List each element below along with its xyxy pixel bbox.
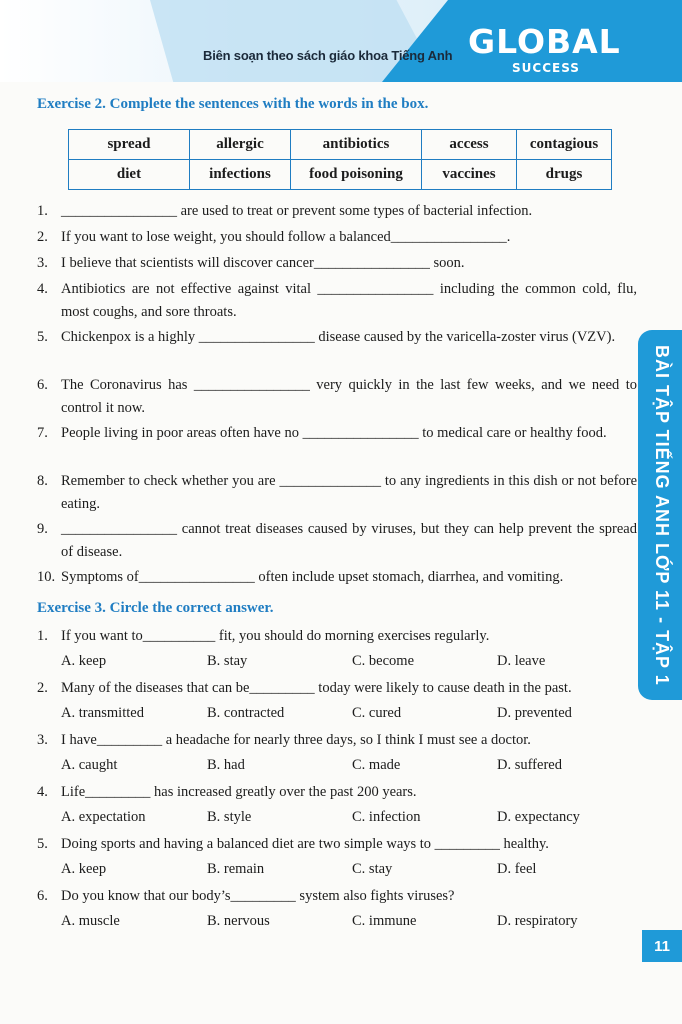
ex3-question bbox=[37, 885, 637, 908]
question-text: I have_________ a headache for nearly three days, so I think I must see a doctor. bbox=[61, 732, 531, 748]
header-subtitle: Biên soạn theo sách giáo khoa Tiếng Anh bbox=[203, 48, 453, 63]
word-box bbox=[68, 129, 612, 190]
ex2-question bbox=[37, 470, 637, 515]
question-number: 7. bbox=[37, 425, 48, 441]
question-number: 9. bbox=[37, 521, 48, 537]
question-text: If you want to__________ fit, you should do morning exercises regularly. bbox=[61, 628, 490, 644]
option-c[interactable]: C. become bbox=[352, 653, 415, 669]
word-box-cell: vaccines bbox=[422, 160, 517, 190]
brand-logo-sub: SUCCESS bbox=[512, 61, 580, 75]
word-box-row bbox=[69, 130, 612, 160]
question-text: Chickenpox is a highly ________________ disease caused by the varicella-zoster virus (VZV). bbox=[61, 329, 616, 345]
ex2-question bbox=[37, 374, 637, 419]
word-box-cell: antibiotics bbox=[291, 130, 422, 160]
option-a[interactable]: A. transmitted bbox=[61, 705, 144, 721]
option-a[interactable]: A. caught bbox=[61, 757, 118, 773]
question-text: Life_________ has increased greatly over the past 200 years. bbox=[61, 784, 417, 800]
question-number: 3. bbox=[37, 732, 48, 748]
word-box-cell: allergic bbox=[190, 130, 291, 160]
brand-logo: GLOBAL bbox=[468, 22, 621, 61]
option-c[interactable]: C. infection bbox=[352, 809, 421, 825]
word-box-cell: spread bbox=[69, 130, 190, 160]
question-text: ________________ are used to treat or prevent some types of bacterial infection. bbox=[61, 203, 533, 219]
option-a[interactable]: A. keep bbox=[61, 861, 107, 877]
option-d[interactable]: D. respiratory bbox=[497, 913, 578, 929]
option-b[interactable]: B. remain bbox=[207, 861, 265, 877]
ex2-question bbox=[37, 278, 637, 323]
side-tab-label: BÀI TẬP TIẾNG ANH LỚP 11 - TẬP 1 bbox=[652, 345, 672, 686]
exercise-2-title: Exercise 2. Complete the sentences with the words in the box. bbox=[37, 96, 429, 112]
question-text: Antibiotics are not effective against vital ________________ including the common cold, flu, most coughs, and sore throats. bbox=[61, 281, 637, 320]
question-number: 10. bbox=[37, 569, 56, 585]
ex2-question bbox=[37, 326, 637, 349]
question-text: People living in poor areas often have no ________________ to medical care or healthy food. bbox=[61, 425, 607, 441]
question-text: Many of the diseases that can be_________ today were likely to cause death in the past. bbox=[61, 680, 572, 696]
question-number: 3. bbox=[37, 255, 48, 271]
word-box-cell: food poisoning bbox=[291, 160, 422, 190]
option-d[interactable]: D. feel bbox=[497, 861, 537, 877]
option-a[interactable]: A. keep bbox=[61, 653, 107, 669]
ex2-question bbox=[37, 566, 637, 589]
word-box-cell: diet bbox=[69, 160, 190, 190]
word-box-cell: contagious bbox=[517, 130, 612, 160]
question-number: 1. bbox=[37, 628, 48, 644]
question-number: 5. bbox=[37, 329, 48, 345]
option-d[interactable]: D. suffered bbox=[497, 757, 562, 773]
option-b[interactable]: B. contracted bbox=[207, 705, 285, 721]
option-d[interactable]: D. prevented bbox=[497, 705, 572, 721]
question-text: Do you know that our body’s_________ system also fights viruses? bbox=[61, 888, 455, 904]
option-b[interactable]: B. nervous bbox=[207, 913, 270, 929]
option-d[interactable]: D. leave bbox=[497, 653, 546, 669]
exercise-3-title: Exercise 3. Circle the correct answer. bbox=[37, 600, 274, 616]
question-number: 4. bbox=[37, 784, 48, 800]
ex3-question bbox=[37, 833, 637, 856]
question-text: ________________ cannot treat diseases caused by viruses, but they can help prevent the spread of disease. bbox=[61, 521, 637, 560]
ex3-question bbox=[37, 677, 637, 700]
word-box-row bbox=[69, 160, 612, 190]
option-c[interactable]: C. cured bbox=[352, 705, 402, 721]
ex2-question bbox=[37, 226, 637, 249]
word-box-cell: access bbox=[422, 130, 517, 160]
ex2-question bbox=[37, 422, 637, 445]
question-number: 2. bbox=[37, 680, 48, 696]
option-b[interactable]: B. stay bbox=[207, 653, 248, 669]
ex2-question bbox=[37, 252, 637, 275]
word-box-cell: infections bbox=[190, 160, 291, 190]
question-text: The Coronavirus has ________________ very quickly in the last few weeks, and we need to control it now. bbox=[61, 377, 637, 416]
question-text: Doing sports and having a balanced diet are two simple ways to _________ healthy. bbox=[61, 836, 549, 852]
question-number: 6. bbox=[37, 888, 48, 904]
word-box-cell: drugs bbox=[517, 160, 612, 190]
question-number: 1. bbox=[37, 203, 48, 219]
option-b[interactable]: B. had bbox=[207, 757, 245, 773]
ex3-question bbox=[37, 781, 637, 804]
option-c[interactable]: C. stay bbox=[352, 861, 393, 877]
option-c[interactable]: C. made bbox=[352, 757, 401, 773]
question-text: I believe that scientists will discover cancer________________ soon. bbox=[61, 255, 465, 271]
ex3-question bbox=[37, 729, 637, 752]
question-number: 4. bbox=[37, 281, 48, 297]
option-b[interactable]: B. style bbox=[207, 809, 252, 825]
option-a[interactable]: A. muscle bbox=[61, 913, 120, 929]
question-number: 5. bbox=[37, 836, 48, 852]
option-c[interactable]: C. immune bbox=[352, 913, 417, 929]
question-text: Remember to check whether you are ______________ to any ingredients in this dish or not before eating. bbox=[61, 473, 637, 512]
ex3-question bbox=[37, 625, 637, 648]
option-d[interactable]: D. expectancy bbox=[497, 809, 580, 825]
question-number: 8. bbox=[37, 473, 48, 489]
page-number: 11 bbox=[642, 930, 682, 962]
question-number: 6. bbox=[37, 377, 48, 393]
option-a[interactable]: A. expectation bbox=[61, 809, 146, 825]
question-text: Symptoms of________________ often include upset stomach, diarrhea, and vomiting. bbox=[61, 569, 564, 585]
ex2-question bbox=[37, 200, 637, 223]
question-number: 2. bbox=[37, 229, 48, 245]
ex2-question bbox=[37, 518, 637, 563]
question-text: If you want to lose weight, you should follow a balanced________________. bbox=[61, 229, 511, 245]
